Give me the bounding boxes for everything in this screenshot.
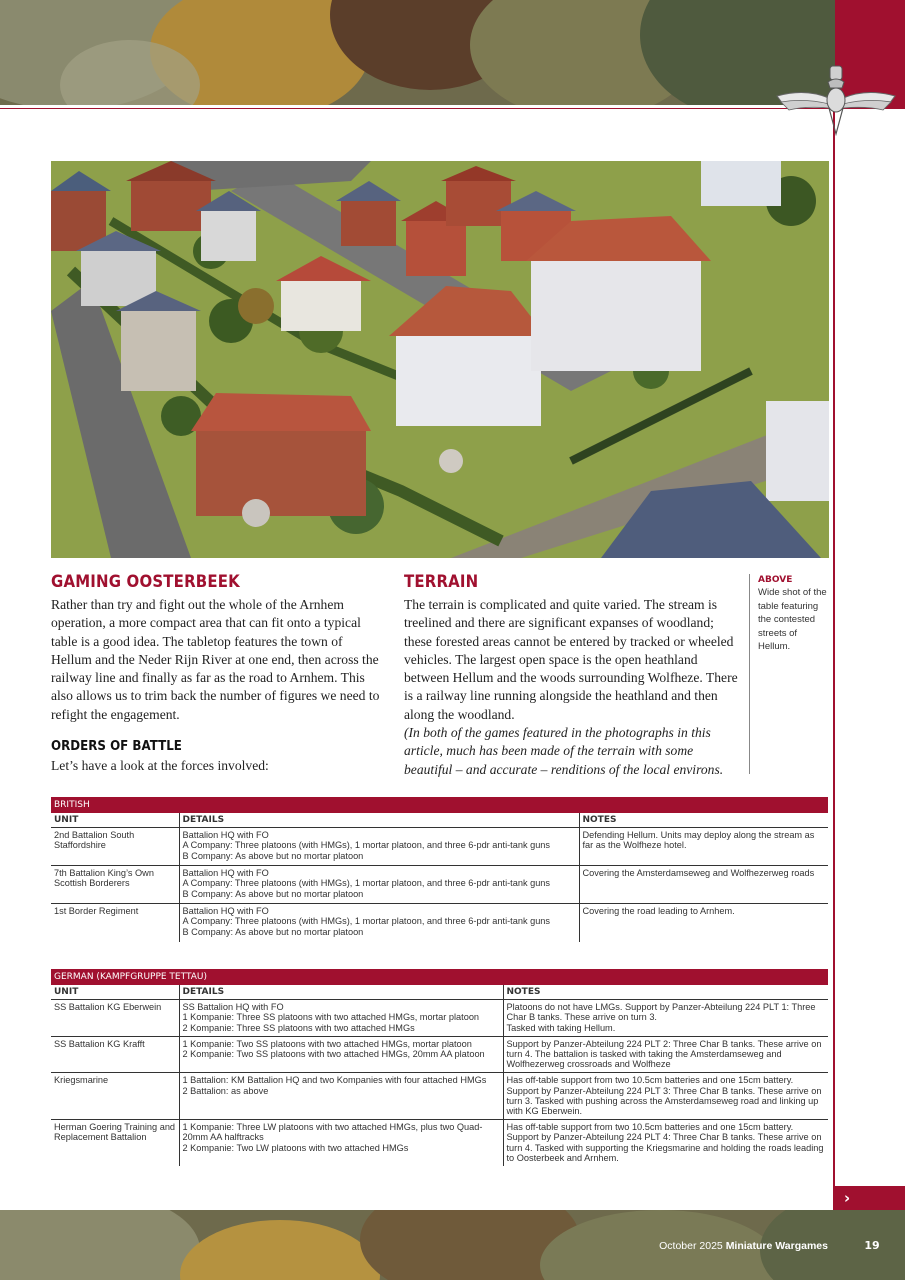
- unit-cell: 1st Border Regiment: [54, 906, 139, 917]
- orders-body-text: Let’s have a look at the forces involved:: [51, 758, 269, 774]
- notes-cell: Has off-table support from two 10.5cm batteries and one 15cm battery. Support by Panzer-Abteilung 224 PLT 4: Three Char B tanks. These arrive on turn 4. Tasked with supporting the Kriegsmarine and holding the roads leading to Oosterbeek and Arnhem.: [503, 1120, 828, 1166]
- table-row: [51, 828, 828, 866]
- caption-text: Wide shot of the table featuring the contested streets of Hellum.: [758, 587, 827, 652]
- unit-cell: SS Battalion KG Eberwein: [51, 1000, 179, 1037]
- details-cell: Battalion HQ with FO A Company: Three platoons (with HMGs), 1 mortar platoon, and three 6-pdr anti-tank guns B Company: As above but no mortar platoon: [179, 904, 579, 942]
- german-col-unit: UNIT: [51, 985, 179, 1000]
- header-divider: [0, 108, 905, 109]
- british-col-notes: NOTES: [579, 813, 828, 828]
- caption-title: ABOVE: [758, 575, 793, 585]
- heading-orders-of-battle: ORDERS OF BATTLE: [51, 738, 182, 755]
- heading-gaming-oosterbeek: GAMING OOSTERBEEK: [51, 572, 240, 592]
- next-page-button[interactable]: ›: [835, 1186, 905, 1210]
- details-cell: 1 Battalion: KM Battalion HQ and two Kompanies with four attached HMGs 2 Battalion: as above: [179, 1073, 503, 1120]
- table-row: [51, 1120, 828, 1166]
- header-camo-band: [0, 0, 835, 107]
- heading-terrain: TERRAIN: [404, 572, 479, 592]
- notes-cell: Support by Panzer-Abteilung 224 PLT 2: Three Char B tanks. These arrive on turn 4. The battalion is tasked with taking the Amsterdamseweg and Wolfhezerweg crossroads and Wolfheze: [503, 1036, 828, 1073]
- parachute-wings-icon: [775, 58, 897, 138]
- german-order-of-battle-table: [51, 969, 828, 1166]
- details-cell: Battalion HQ with FO A Company: Three platoons (with HMGs), 1 mortar platoon, and three 6-pdr anti-tank guns B Company: As above but no mortar platoon: [179, 828, 579, 866]
- footer-issue-line: [600, 1240, 828, 1252]
- table-row: [51, 1036, 828, 1073]
- notes-cell: Covering the Amsterdamseweg and Wolfhezerweg roads: [579, 866, 828, 904]
- notes-cell: Defending Hellum. Units may deploy along the stream as far as the Wolfheze hotel.: [579, 828, 828, 866]
- german-col-notes: NOTES: [503, 985, 828, 1000]
- table-row: [51, 904, 828, 942]
- notes-cell: Covering the road leading to Arnhem.: [579, 904, 828, 942]
- gaming-body-text: Rather than try and fight out the whole of the Arnhem operation, a more compact area that can fit onto a typical table is a good idea. The tabletop features the town of Hellum and the Neder Rijn River at one end, then across the railway line and finally as far as the road to Arnhem. This also allows us to trim back the number of figures we need to refight the engagement.: [51, 597, 380, 722]
- page-side-rule: [833, 108, 835, 1210]
- unit-cell: 2nd Battalion South Staffordshire: [51, 828, 179, 866]
- table-row: [51, 1073, 828, 1120]
- tabletop-photo: [51, 161, 829, 558]
- terrain-italic-text: (In both of the games featured in the photographs in this article, much has been made of the terrain with some beautiful – and accurate – renditions of the local environs.: [404, 725, 724, 777]
- german-col-details: DETAILS: [179, 985, 503, 1000]
- unit-cell: Herman Goering Training and Replacement Battalion: [54, 1122, 178, 1143]
- footer-month: October 2025: [659, 1240, 723, 1252]
- british-order-of-battle-table: [51, 797, 828, 942]
- tabletop-photo-illustration: [51, 161, 829, 558]
- unit-cell: 7th Battalion King’s Own Scottish Borderers: [51, 866, 179, 904]
- page-number: 19: [864, 1239, 880, 1252]
- unit-cell: Kriegsmarine: [51, 1073, 179, 1120]
- notes-cell: Has off-table support from two 10.5cm batteries and one 15cm battery. Support by Panzer-Abteilung 224 PLT 3: Three Char B tanks. These arrive on turn 3. Tasked with pushing across the Amsterdamseweg road and linking up with KG Eberwein.: [503, 1073, 828, 1120]
- photo-caption: [749, 574, 831, 774]
- footer-magazine: Miniature Wargames: [725, 1240, 828, 1252]
- table-row: [51, 1000, 828, 1037]
- british-table-title: BRITISH: [51, 797, 828, 813]
- column-gaming: [51, 572, 383, 775]
- details-cell: 1 Kompanie: Three LW platoons with two attached HMGs, plus two Quad-20mm AA halftracks 2 Kompanie: Two LW platoons with two attached HMGs: [179, 1120, 503, 1166]
- terrain-body-text: The terrain is complicated and quite varied. The stream is treelined and there are significant expanses of woodland; these forested areas cannot be entered by tracked or wheeled vehicles. The largest open space is the open heathland between Hellum and the woods surrounding Wolfheze. There is a railway line running alongside the heathland and then along the woodland.: [404, 597, 738, 722]
- notes-cell: Platoons do not have LMGs. Support by Panzer-Abteilung 224 PLT 1: Three Char B tanks. These arrive on turn 3. Tasked with taking Hellum.: [503, 1000, 828, 1037]
- details-cell: 1 Kompanie: Two SS platoons with two attached HMGs, mortar platoon 2 Kompanie: Two SS platoons with two attached HMGs, 20mm AA platoon: [179, 1036, 503, 1073]
- details-cell: Battalion HQ with FO A Company: Three platoons (with HMGs), 1 mortar platoon, and three 6-pdr anti-tank guns B Company: As above but no mortar platoon: [179, 866, 579, 904]
- column-terrain: [404, 572, 738, 779]
- british-col-details: DETAILS: [179, 813, 579, 828]
- german-table-title: GERMAN (KAMPFGRUPPE TETTAU): [51, 969, 828, 985]
- unit-cell: SS Battalion KG Krafft: [51, 1036, 179, 1073]
- details-cell: SS Battalion HQ with FO 1 Kompanie: Three SS platoons with two attached HMGs, mortar platoon 2 Kompanie: Three SS platoons with two attached HMGs: [179, 1000, 503, 1037]
- table-row: [51, 866, 828, 904]
- british-col-unit: UNIT: [51, 813, 179, 828]
